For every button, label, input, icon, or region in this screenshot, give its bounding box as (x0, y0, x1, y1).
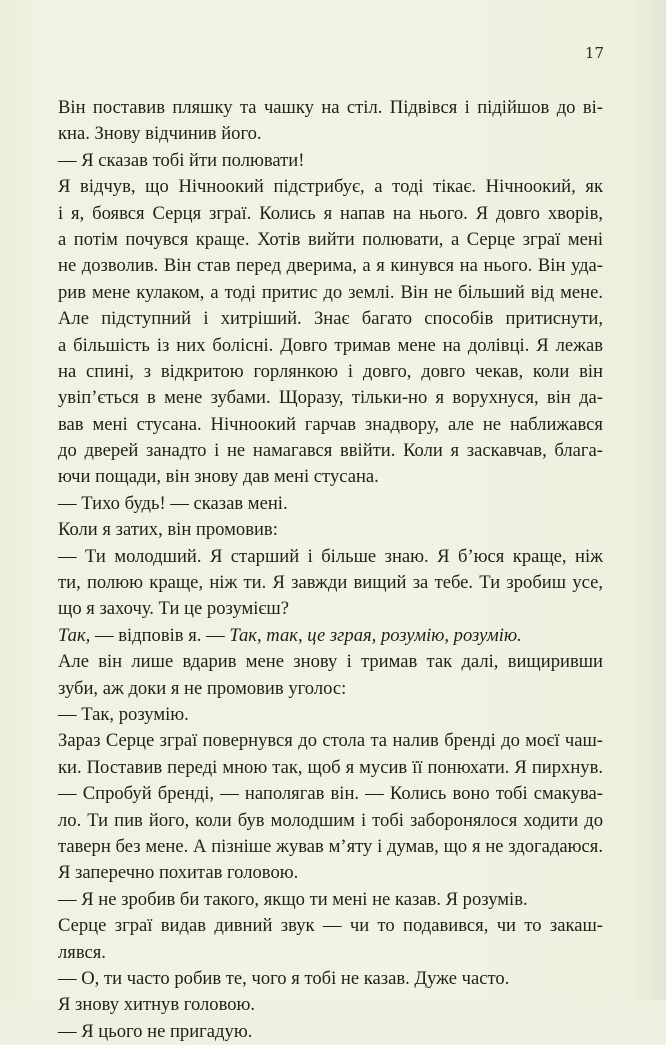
text-span: ки. Поставив переді мною так, щоб я мусив її понюхати. Я пирхнув. (58, 756, 603, 778)
text-line (58, 95, 603, 121)
text-span: а потім почувся краще. Хотів вийти полювати, а Серце зграї мені (58, 228, 603, 250)
text-span: Він поставив пляшку та чашку на стіл. Підвівся і підійшов до ві- (58, 97, 603, 118)
text-span: — Спробуй бренді, — наполягав він. — Колись воно тобі смакува- (58, 783, 603, 805)
text-span: до дверей занадто і не намагався ввійти. Коли я заскавчав, блага- (58, 440, 603, 462)
text-span: Я заперечно похитав головою. (58, 862, 299, 884)
text-line (58, 544, 603, 570)
text-line (58, 359, 603, 385)
text-span: лявся. (58, 941, 106, 963)
text-span: Я знову хитнув головою. (58, 994, 256, 1016)
text-span: — Я сказав тобі йти полювати! (58, 149, 305, 171)
text-span: не дозволив. Він став перед дверима, а я кинувся на нього. Він уда- (58, 255, 603, 277)
text-line (58, 992, 603, 1018)
text-span: — Тихо будь! — сказав мені. (58, 492, 288, 514)
body-text (58, 95, 603, 1045)
text-line (58, 464, 603, 490)
italic-text: Так, так, це зграя, розумію, розумію. (229, 624, 522, 646)
text-line (58, 570, 603, 596)
text-span: — Так, розумію. (58, 703, 189, 725)
text-line (58, 623, 603, 649)
text-line (58, 728, 603, 754)
text-span: увіп’ється в мене зубами. Щоразу, тільки-но я ворухнуся, він да- (58, 387, 603, 409)
text-span: Зараз Серце зграї повернувся до стола та налив бренді до моєї чаш- (58, 730, 603, 752)
text-line (58, 860, 603, 886)
text-span: Серце зграї видав дивний звук — чи то подавився, чи то закаш- (58, 915, 603, 937)
text-span: Я відчув, що Нічноокий підстрибує, а тоді тікає. Нічноокий, як (58, 176, 603, 198)
text-line (58, 913, 603, 939)
text-span: вав мені стусана. Нічноокий гарчав знадвору, але не наближався (58, 413, 603, 435)
text-span: — відповів я. — (90, 624, 230, 646)
text-line (58, 517, 603, 543)
text-span: Але підступний і хитріший. Знає багато способів притиснути, (58, 308, 603, 330)
text-line (58, 385, 603, 411)
text-span: зуби, аж доки я не промовив уголос: (58, 677, 347, 699)
text-line (58, 781, 603, 807)
text-line (58, 966, 603, 992)
text-line (58, 940, 603, 966)
italic-text: Так, (58, 624, 91, 646)
text-span: ючи пощади, він знову дав мені стусана. (58, 466, 379, 488)
text-line (58, 834, 603, 860)
text-line (58, 121, 603, 147)
text-span: що я захочу. Ти це розумієш? (58, 598, 289, 620)
text-line (58, 596, 603, 622)
text-span: — Я цього не пригадую. (58, 1020, 253, 1042)
text-span: і я, боявся Серця зграї. Колись я напав на нього. Я довго хворів, (58, 202, 603, 224)
text-line (58, 808, 603, 834)
text-span: таверн без мене. А пізніше жував м’яту і думав, що я не здогадаюся. (58, 835, 603, 857)
text-line (58, 438, 603, 464)
text-span: — Я не зробив би такого, якщо ти мені не казав. Я розумів. (58, 888, 528, 910)
text-line (58, 702, 603, 728)
text-span: ти, полюю краще, ніж ти. Я завжди вищий за тебе. Ти зробиш усе, (58, 572, 603, 594)
text-line (58, 649, 603, 675)
text-span: кна. Знову відчинив його. (58, 123, 262, 145)
text-span: — Ти молодший. Я старший і більше знаю. Я б’юся краще, ніж (58, 545, 603, 567)
page-number: 17 (584, 44, 604, 62)
text-line (58, 333, 603, 359)
text-span: Але він лише вдарив мене знову і тримав так далі, вищиривши (58, 651, 603, 673)
text-line (58, 887, 603, 913)
text-line (58, 253, 603, 279)
text-span: ло. Ти пив його, коли був молодшим і тобі заборонялося ходити до (58, 809, 603, 831)
text-line (58, 412, 603, 438)
text-line (58, 174, 603, 200)
text-line (58, 227, 603, 253)
text-line (58, 755, 603, 781)
text-line (58, 491, 603, 517)
text-span: рив мене кулаком, а тоді притис до землі. Він не більший від мене. (58, 281, 603, 303)
text-span: — О, ти часто робив те, чого я тобі не казав. Дуже часто. (58, 967, 510, 989)
text-span: а більшість із них болісні. Довго тримав мене на долівці. Я лежав (58, 334, 603, 356)
text-line (58, 201, 603, 227)
text-line (58, 148, 603, 174)
text-line (58, 280, 603, 306)
text-span: на спині, з відкритою горлянкою і довго, довго чекав, коли він (58, 360, 603, 382)
text-line (58, 676, 603, 702)
text-line (58, 306, 603, 332)
text-line (58, 1019, 603, 1045)
text-span: Коли я затих, він промовив: (58, 519, 278, 541)
